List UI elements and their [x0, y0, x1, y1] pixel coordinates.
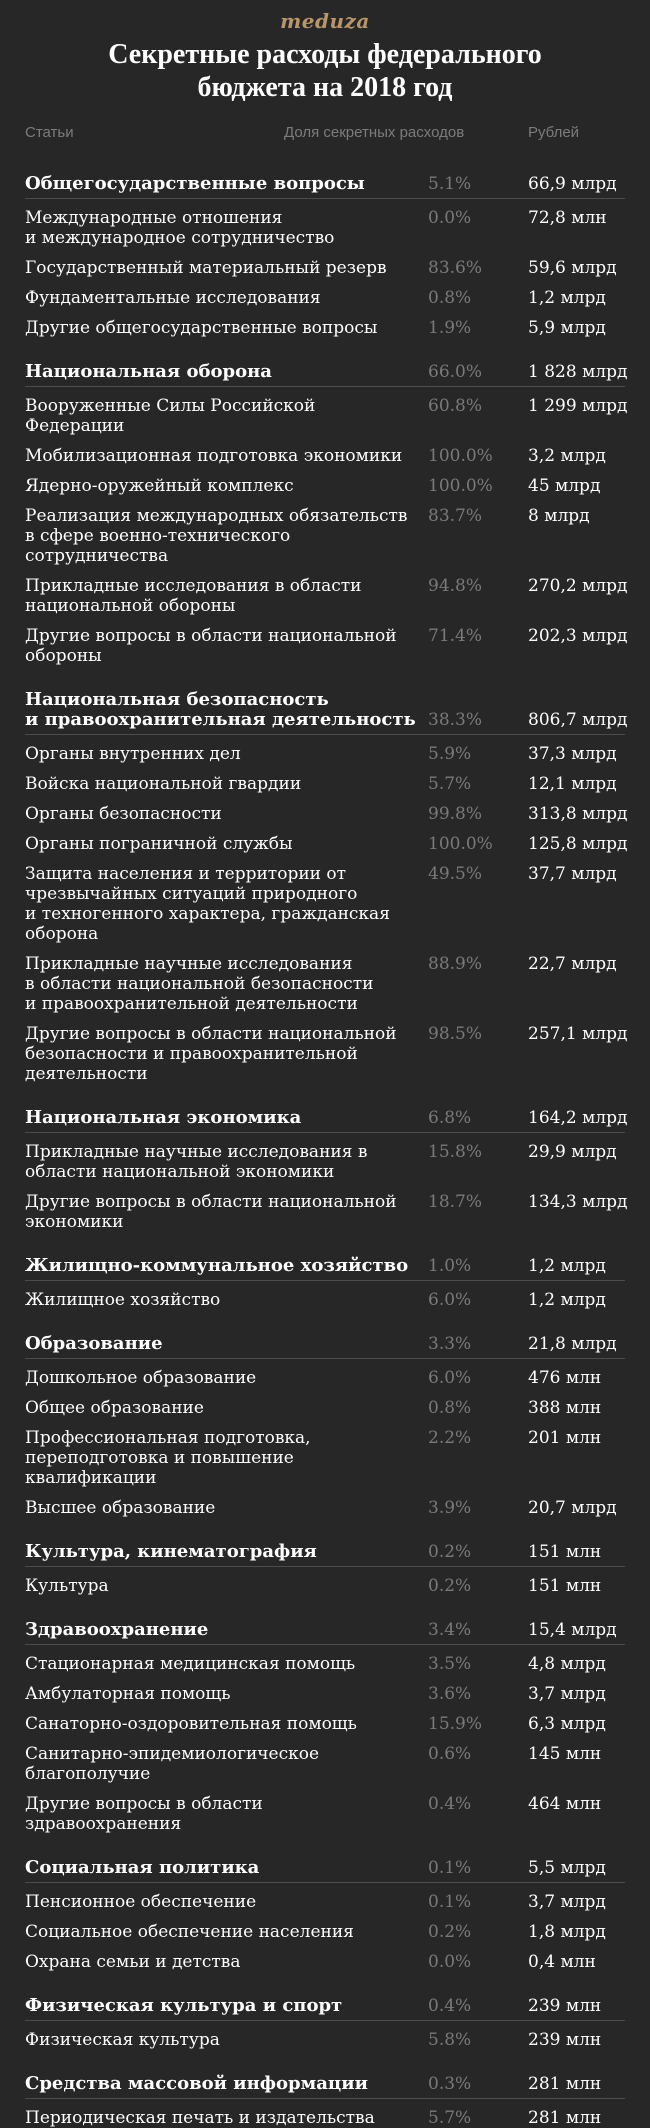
item-row [25, 1952, 625, 1972]
column-header-share: Доля секретных расходов [284, 124, 465, 141]
secret-share-value: 0.1% [428, 1858, 472, 1878]
item-row [25, 2030, 625, 2050]
item-row [25, 446, 625, 466]
rubles-value: 72,8 млн [528, 208, 607, 228]
item-name: Профессиональная подготовка, переподготовка и повышение квалификации [25, 1428, 311, 1488]
rubles-value: 5,9 млрд [528, 318, 606, 338]
secret-share-value: 94.8% [428, 576, 483, 596]
meduza-logo: meduza [280, 9, 370, 33]
item-row [25, 1714, 625, 1734]
secret-share-value: 3.9% [428, 1498, 472, 1518]
item-name: Вооруженные Силы Российской Федерации [25, 396, 316, 436]
secret-share-value: 0.2% [428, 1922, 472, 1942]
secret-share-value: 3.5% [428, 1654, 472, 1674]
rubles-value: 4,8 млрд [528, 1654, 606, 1674]
rubles-value: 281 млн [528, 2074, 602, 2094]
rubles-value: 5,5 млрд [528, 1858, 606, 1878]
item-row [25, 626, 628, 666]
secret-share-value: 3.6% [428, 1684, 472, 1704]
item-name: Санитарно-эпидемиологическое благополучие [25, 1744, 320, 1784]
rubles-value: 202,3 млрд [528, 626, 628, 646]
rubles-value: 66,9 млрд [528, 174, 617, 194]
item-row [25, 804, 628, 824]
rubles-value: 257,1 млрд [528, 1024, 628, 1044]
secret-share-value: 0.3% [428, 2074, 472, 2094]
item-name: Прикладные исследования в области национальной обороны [25, 576, 362, 616]
item-name: Ядерно-оружейный комплекс [25, 476, 294, 496]
secret-share-value: 0.6% [428, 1744, 472, 1764]
category-name: Образование [25, 1333, 163, 1354]
rubles-value: 476 млн [528, 1368, 602, 1388]
rubles-value: 1,2 млрд [528, 1290, 606, 1310]
item-name: Санаторно-оздоровительная помощь [25, 1714, 357, 1734]
rubles-value: 806,7 млрд [528, 710, 628, 730]
category-name: Национальная экономика [25, 1107, 302, 1128]
category-name: Социальная политика [25, 1857, 260, 1878]
item-row [25, 208, 625, 248]
secret-share-value: 6.0% [428, 1290, 472, 1310]
secret-share-value: 0.4% [428, 1996, 472, 2016]
item-row [25, 1368, 625, 1388]
rubles-value: 151 млн [528, 1576, 602, 1596]
rubles-value: 37,3 млрд [528, 744, 617, 764]
category-row [25, 1542, 625, 1567]
secret-share-value: 2.2% [428, 1428, 472, 1448]
category-row [25, 1858, 625, 1883]
item-name: Войска национальной гвардии [25, 774, 302, 794]
item-row [25, 1192, 628, 1232]
category-row [25, 1107, 628, 1133]
item-row [25, 576, 628, 616]
secret-share-value: 88.9% [428, 954, 483, 974]
rubles-value: 3,7 млрд [528, 1684, 606, 1704]
rubles-value: 134,3 млрд [528, 1192, 628, 1212]
rubles-value: 1,2 млрд [528, 288, 606, 308]
item-row [25, 1892, 625, 1912]
secret-share-value: 83.7% [428, 506, 483, 526]
rubles-value: 145 млн [528, 1744, 602, 1764]
item-name: Прикладные научные исследования в области национальной экономики [25, 1142, 368, 1182]
item-row [25, 1576, 625, 1596]
item-row [25, 506, 625, 566]
secret-share-value: 0.8% [428, 1398, 472, 1418]
secret-share-value: 100.0% [428, 476, 493, 496]
rubles-value: 22,7 млрд [528, 954, 617, 974]
item-row [25, 954, 625, 1014]
secret-share-value: 66.0% [428, 362, 483, 382]
item-row [25, 1142, 625, 1182]
item-name: Культура [25, 1576, 109, 1596]
item-name: Другие вопросы в области здравоохранения [25, 1794, 263, 1834]
item-name: Органы пограничной службы [25, 834, 293, 854]
secret-share-value: 5.7% [428, 2108, 472, 2128]
column-header-item: Статьи [25, 124, 74, 141]
category-row [25, 1334, 625, 1359]
item-name: Органы безопасности [25, 804, 222, 824]
secret-share-value: 18.7% [428, 1192, 483, 1212]
secret-share-value: 6.0% [428, 1368, 472, 1388]
item-name: Другие общегосударственные вопросы [25, 318, 378, 338]
secret-share-value: 0.0% [428, 1952, 472, 1972]
item-row [25, 2108, 625, 2128]
category-name: Здравоохранение [25, 1619, 209, 1640]
item-name: Органы внутренних дел [25, 744, 241, 764]
item-row [25, 1498, 625, 1518]
item-row [25, 1922, 625, 1942]
item-name: Периодическая печать и издательства [25, 2108, 375, 2128]
item-row [25, 1794, 625, 1834]
item-row [25, 834, 628, 854]
rubles-value: 15,4 млрд [528, 1620, 617, 1640]
rubles-value: 45 млрд [528, 476, 601, 496]
item-row [25, 864, 625, 944]
rubles-value: 1,2 млрд [528, 1256, 606, 1276]
item-row [25, 1428, 625, 1488]
item-name: Физическая культура [25, 2030, 220, 2050]
item-name: Мобилизационная подготовка экономики [25, 446, 403, 466]
secret-share-value: 0.4% [428, 1794, 472, 1814]
item-name: Защита населения и территории от чрезвычайных ситуаций природного и техногенного характера, гражданская оборона [25, 864, 390, 944]
item-row [25, 1744, 625, 1784]
item-name: Охрана семьи и детства [25, 1952, 241, 1972]
category-name: Жилищно-коммунальное хозяйство [25, 1255, 409, 1276]
item-name: Стационарная медицинская помощь [25, 1654, 356, 1674]
category-name: Национальная безопасность и правоохранительная деятельность [25, 689, 416, 730]
category-name: Общегосударственные вопросы [25, 173, 365, 194]
category-name: Национальная оборона [25, 361, 272, 382]
rubles-value: 37,7 млрд [528, 864, 617, 884]
secret-share-value: 71.4% [428, 626, 483, 646]
item-row [25, 288, 625, 308]
rubles-value: 313,8 млрд [528, 804, 628, 824]
item-row [25, 476, 625, 496]
secret-share-value: 0.2% [428, 1576, 472, 1596]
secret-share-value: 5.1% [428, 174, 472, 194]
secret-share-value: 3.3% [428, 1334, 472, 1354]
rubles-value: 20,7 млрд [528, 1498, 617, 1518]
secret-share-value: 0.0% [428, 208, 472, 228]
item-name: Дошкольное образование [25, 1368, 257, 1388]
secret-share-value: 0.1% [428, 1892, 472, 1912]
secret-share-value: 5.8% [428, 2030, 472, 2050]
secret-share-value: 38.3% [428, 710, 483, 730]
secret-share-value: 6.8% [428, 1108, 472, 1128]
item-name: Фундаментальные исследования [25, 288, 321, 308]
secret-share-value: 1.0% [428, 1256, 472, 1276]
item-name: Амбулаторная помощь [25, 1684, 231, 1704]
rubles-value: 8 млрд [528, 506, 590, 526]
secret-share-value: 49.5% [428, 864, 483, 884]
item-name: Другие вопросы в области национальной обороны [25, 626, 397, 666]
rubles-value: 151 млн [528, 1542, 602, 1562]
rubles-value: 270,2 млрд [528, 576, 628, 596]
rubles-value: 201 млн [528, 1428, 602, 1448]
rubles-value: 0,4 млн [528, 1952, 596, 1972]
rubles-value: 239 млн [528, 1996, 602, 2016]
rubles-value: 6,3 млрд [528, 1714, 606, 1734]
secret-share-value: 5.9% [428, 744, 472, 764]
category-row [25, 1996, 625, 2021]
category-name: Физическая культура и спорт [25, 1995, 343, 2016]
item-name: Социальное обеспечение населения [25, 1922, 354, 1942]
rubles-value: 125,8 млрд [528, 834, 628, 854]
item-name: Другие вопросы в области национальной безопасности и правоохранительной деятельности [25, 1024, 397, 1084]
rubles-value: 164,2 млрд [528, 1108, 628, 1128]
rubles-value: 281 млн [528, 2108, 602, 2128]
secret-share-value: 15.8% [428, 1142, 483, 1162]
item-row [25, 318, 625, 338]
rubles-value: 239 млн [528, 2030, 602, 2050]
column-header-rubles: Рублей [528, 124, 580, 141]
secret-share-value: 60.8% [428, 396, 483, 416]
item-row [25, 774, 625, 794]
secret-share-value: 100.0% [428, 446, 493, 466]
page-title [0, 38, 650, 104]
rubles-value: 29,9 млрд [528, 1142, 617, 1162]
category-name: Средства массовой информации [25, 2073, 368, 2094]
item-name: Пенсионное обеспечение [25, 1892, 257, 1912]
item-name: Высшее образование [25, 1498, 216, 1518]
rubles-value: 21,8 млрд [528, 1334, 617, 1354]
rubles-value: 388 млн [528, 1398, 602, 1418]
item-row [25, 744, 625, 764]
category-row [25, 1256, 625, 1281]
rubles-value: 1,8 млрд [528, 1922, 606, 1942]
item-row [25, 1024, 628, 1084]
item-row [25, 1398, 625, 1418]
category-name: Культура, кинематография [25, 1541, 317, 1562]
secret-share-value: 98.5% [428, 1024, 483, 1044]
secret-share-value: 15.9% [428, 1714, 483, 1734]
secret-share-value: 0.8% [428, 288, 472, 308]
category-row [25, 361, 628, 387]
rubles-value: 12,1 млрд [528, 774, 617, 794]
secret-share-value: 5.7% [428, 774, 472, 794]
category-row [25, 174, 625, 199]
item-row [25, 1290, 625, 1310]
secret-share-value: 100.0% [428, 834, 493, 854]
secret-share-value: 1.9% [428, 318, 472, 338]
rubles-value: 59,6 млрд [528, 258, 617, 278]
title-line-1: Секретные расходы федерального [108, 39, 542, 70]
rubles-value: 3,2 млрд [528, 446, 606, 466]
item-row [25, 396, 628, 436]
secret-share-value: 83.6% [428, 258, 483, 278]
category-row [25, 689, 628, 735]
rubles-value: 464 млн [528, 1794, 602, 1814]
item-name: Реализация международных обязательств в сфере военно-технического сотрудничества [25, 506, 408, 566]
item-name: Международные отношения и международное сотрудничество [25, 208, 335, 248]
item-name: Прикладные научные исследования в области национальной безопасности и правоохранительной деятельности [25, 954, 374, 1014]
item-row [25, 1654, 625, 1674]
item-name: Жилищное хозяйство [25, 1290, 221, 1310]
item-name: Общее образование [25, 1398, 204, 1418]
rubles-value: 3,7 млрд [528, 1892, 606, 1912]
item-row [25, 258, 625, 278]
category-row [25, 2074, 625, 2099]
item-row [25, 1684, 625, 1704]
secret-share-value: 0.2% [428, 1542, 472, 1562]
secret-share-value: 99.8% [428, 804, 483, 824]
item-name: Другие вопросы в области национальной экономики [25, 1192, 397, 1232]
title-line-2: бюджета на 2018 год [197, 72, 453, 103]
rubles-value: 1 828 млрд [528, 362, 628, 382]
item-name: Государственный материальный резерв [25, 258, 387, 278]
category-row [25, 1620, 625, 1645]
rubles-value: 1 299 млрд [528, 396, 628, 416]
secret-share-value: 3.4% [428, 1620, 472, 1640]
